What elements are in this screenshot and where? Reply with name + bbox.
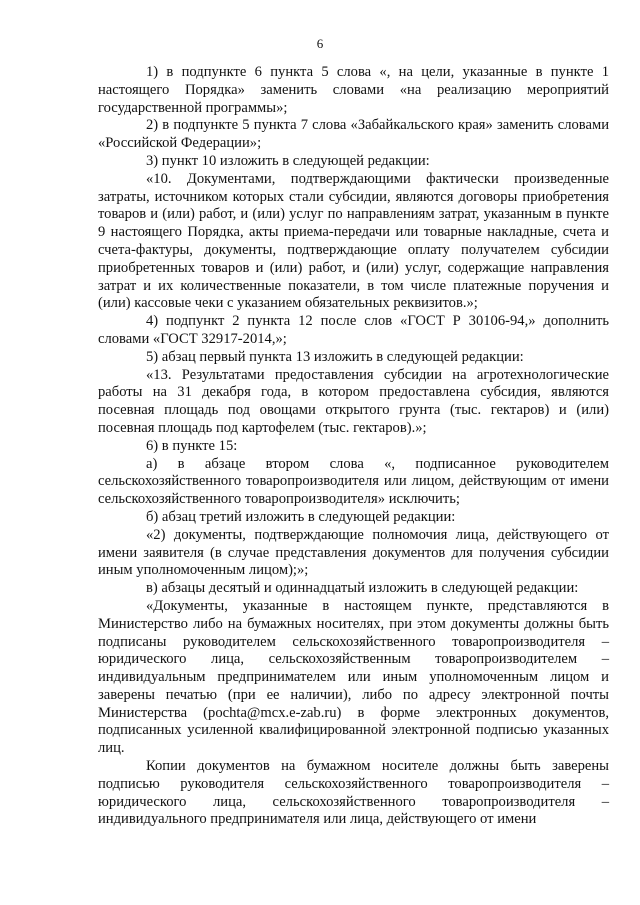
paragraph-12: в) абзацы десятый и одиннадцатый изложить в следующей редакции: [146,580,579,597]
paragraph-3: 3) пункт 10 изложить в следующей редакции: [146,152,430,169]
document-body [98,64,609,829]
paragraph-11: «2) документы, подтверждающие полномочия лица, действующего от имени заявителя (в случае представления документов для получения субсидии иным уполномоченным лицом);»; [98,526,609,579]
paragraph-9: а) в абзаце втором слова «, подписанное руководителем сельскохозяйственного товаропроизводителя или лицом, действующим от имени сельскохозяйственного товаропроизводителя» исключить; [98,455,609,508]
paragraph-6: 5) абзац первый пункта 13 изложить в следующей редакции: [146,348,524,365]
paragraph-7: «13. Результатами предоставления субсидии на агротехнологические работы на 31 декабря года, в котором предоставлена субсидия, являются посевная площадь под овощами открытого грунта (тыс. гектаров) и (или) посевная площадь под картофелем (тыс. гектаров).»; [98,366,609,436]
paragraph-10: б) абзац третий изложить в следующей редакции: [146,508,456,525]
paragraph-2: 2) в подпункте 5 пункта 7 слова «Забайкальского края» заменить словами «Российской Федерации»; [98,117,609,152]
paragraph-13: «Документы, указанные в настоящем пункте, представляются в Министерство либо на бумажных носителях, при этом документы должны быть подписаны руководителем сельскохозяйственного товаропроизводителя – юридического лица, сельскохозяйственным товаропроизводителем – индивидуальным предпринимателем или иным уполномоченным лицом и заверены печатью (при ее наличии), либо по адресу электронной почты Министерства (pochta@mcx.e-zab.ru) в форме электронных документов, подписанных усиленной квалифицированной электронной подписью указанных лиц. [98,597,609,757]
paragraph-14: Копии документов на бумажном носителе должны быть заверены подписью руководителя сельскохозяйственного товаропроизводителя – юридического лица, сельскохозяйственного товаропроизводителя – индивидуального предпринимателя или лица, действующего от имени [98,758,609,828]
paragraph-5: 4) подпункт 2 пункта 12 после слов «ГОСТ Р 30106-94,» дополнить словами «ГОСТ 32917-2014,»; [98,313,609,347]
paragraph-1: 1) в подпункте 6 пункта 5 слова «, на цели, указанные в пункте 1 настоящего Порядка» заменить словами «на реализацию мероприятий государственной программы»; [98,64,609,116]
paragraph-8: 6) в пункте 15: [146,437,238,454]
paragraph-4: «10. Документами, подтверждающими фактически произведенные затраты, источником которых стали субсидии, являются договоры приобретения товаров и (или) работ, и (или) услуг по направлениям затрат, указанным в пункте 9 настоящего Порядка, акты приема-передачи или товарные накладные, счета и счета-фактуры, документы, подтверждающие оплату получателем субсидии приобретенных товаров и (или) работ, и (или) услуг, содержащие направления затрат и их количественные показатели, в том числе платежные поручения и (или) кассовые чеки с указанием обязательных реквизитов.»; [98,170,609,312]
page-number: 6 [316,36,324,51]
